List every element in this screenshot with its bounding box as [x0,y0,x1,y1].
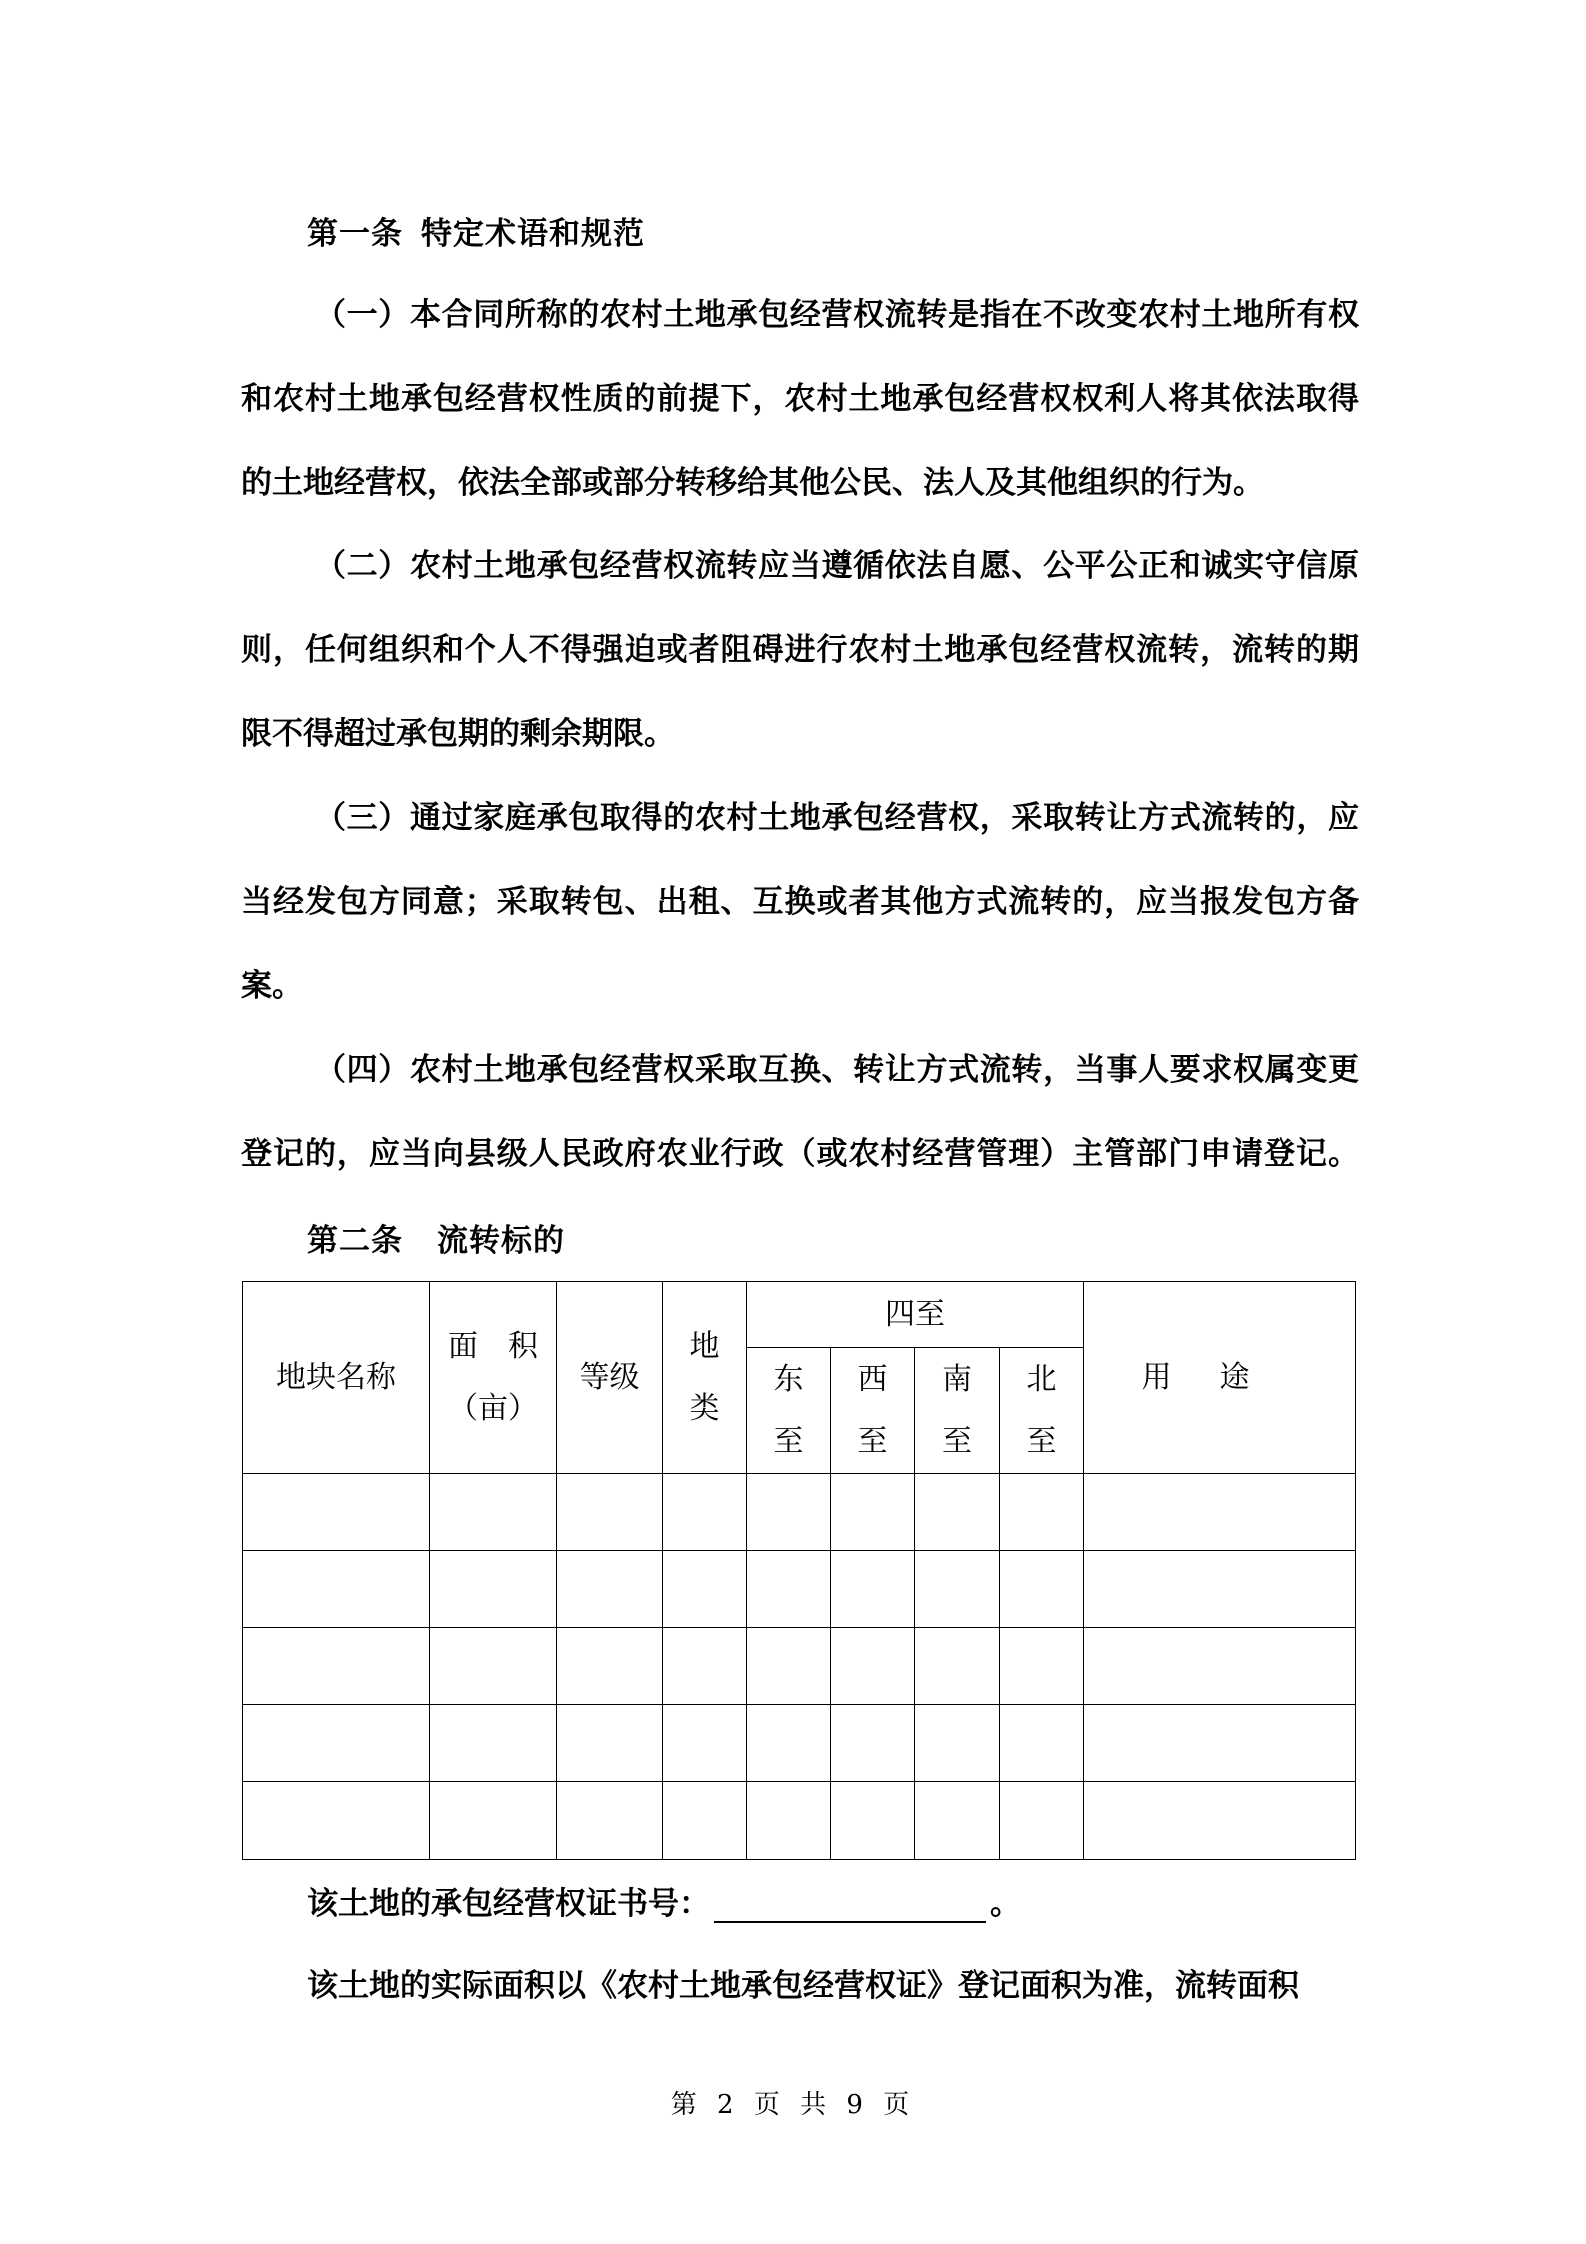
certificate-number-line [307,1878,1021,1923]
table-cell[interactable] [915,1782,1000,1860]
header-area-line1: 面 积 [448,1328,538,1364]
section1-heading [307,208,645,253]
table-header-row [243,1282,1356,1348]
clause-4-line: （四）农村土地承包经营权采取互换、转让方式流转，当事人要求权属变更 [315,1052,1359,1088]
table-cell[interactable] [243,1474,430,1551]
area-note: 该土地的实际面积以《农村土地承包经营权证》登记面积为准，流转面积 [307,1968,1299,2004]
header-west: 西至 [831,1348,915,1474]
table-row [243,1551,1356,1628]
clause-2-line: 则，任何组织和个人不得强迫或者阻碍进行农村土地承包经营权流转，流转的期 [241,632,1359,668]
table-cell[interactable] [1000,1551,1084,1628]
table-cell[interactable] [915,1705,1000,1782]
table-cell[interactable] [243,1551,430,1628]
table-cell[interactable] [430,1705,557,1782]
table-cell[interactable] [430,1628,557,1705]
clause-1-line: 和农村土地承包经营权性质的前提下，农村土地承包经营权权利人将其依法取得 [241,381,1359,417]
section1-title: 特定术语和规范 [421,216,645,252]
certificate-number-end: 。 [990,1886,1021,1922]
table-cell[interactable] [1084,1628,1356,1705]
table-row [243,1782,1356,1860]
table-cell[interactable] [557,1474,663,1551]
header-east: 东至 [747,1348,831,1474]
table-cell[interactable] [915,1628,1000,1705]
table-cell[interactable] [1084,1474,1356,1551]
table-cell[interactable] [747,1628,831,1705]
header-usage: 用途 [1084,1282,1356,1474]
table-cell[interactable] [831,1474,915,1551]
table-cell[interactable] [663,1705,747,1782]
table-cell[interactable] [430,1782,557,1860]
certificate-number-blank[interactable] [714,1883,986,1923]
table-cell[interactable] [430,1474,557,1551]
clause-3-line: （三）通过家庭承包取得的农村土地承包经营权，采取转让方式流转的，应 [315,800,1359,836]
table-cell[interactable] [243,1705,430,1782]
table-cell[interactable] [663,1628,747,1705]
clause-3-line: 案。 [241,968,303,1004]
header-area-line2: （亩） [448,1390,538,1426]
table-cell[interactable] [915,1551,1000,1628]
page-footer: 第 2 页 共 9 页 [670,2090,916,2120]
clause-4 [241,1028,1359,1196]
table-cell[interactable] [1084,1551,1356,1628]
land-plot-table [242,1281,1356,1860]
table-cell[interactable] [831,1628,915,1705]
table-cell[interactable] [557,1782,663,1860]
clause-2 [241,524,1359,776]
table-cell[interactable] [747,1551,831,1628]
header-north: 北至 [1000,1348,1084,1474]
header-plot-name: 地块名称 [243,1282,430,1474]
clause-1-line: 的土地经营权，依法全部或部分转移给其他公民、法人及其他组织的行为。 [241,465,1264,501]
table-cell[interactable] [430,1551,557,1628]
table-cell[interactable] [831,1551,915,1628]
section2-number: 第二条 [307,1223,403,1259]
table-cell[interactable] [747,1474,831,1551]
table-row [243,1628,1356,1705]
header-south: 南至 [915,1348,1000,1474]
clause-3 [241,776,1359,1028]
table-row [243,1705,1356,1782]
table-cell[interactable] [663,1474,747,1551]
table-cell[interactable] [243,1782,430,1860]
table-cell[interactable] [831,1705,915,1782]
section1-number: 第一条 [307,216,403,252]
table-cell[interactable] [557,1705,663,1782]
table-cell[interactable] [663,1782,747,1860]
header-boundaries: 四至 [747,1282,1084,1348]
table-cell[interactable] [747,1782,831,1860]
table-cell[interactable] [1084,1782,1356,1860]
table-cell[interactable] [1000,1474,1084,1551]
section2-heading [307,1215,565,1260]
header-area [430,1282,557,1474]
header-land-type: 地类 [663,1282,747,1474]
section2-title: 流转标的 [437,1223,565,1259]
clause-1 [241,273,1359,525]
certificate-number-label: 该土地的承包经营权证书号： [307,1886,710,1922]
table-cell[interactable] [663,1551,747,1628]
table-cell[interactable] [243,1628,430,1705]
clause-3-line: 当经发包方同意；采取转包、出租、互换或者其他方式流转的，应当报发包方备 [241,884,1359,920]
clause-4-line: 登记的，应当向县级人民政府农业行政（或农村经营管理）主管部门申请登记。 [241,1136,1359,1172]
table-cell[interactable] [1000,1628,1084,1705]
table-cell[interactable] [1000,1782,1084,1860]
table-cell[interactable] [557,1628,663,1705]
header-grade: 等级 [557,1282,663,1474]
clause-2-line: （二）农村土地承包经营权流转应当遵循依法自愿、公平公正和诚实守信原 [315,548,1359,584]
table-cell[interactable] [1000,1705,1084,1782]
table-cell[interactable] [1084,1705,1356,1782]
table-cell[interactable] [831,1782,915,1860]
table-cell[interactable] [747,1705,831,1782]
clause-1-line: （一）本合同所称的农村土地承包经营权流转是指在不改变农村土地所有权 [315,297,1359,333]
table-cell[interactable] [915,1474,1000,1551]
table-cell[interactable] [557,1551,663,1628]
table-row [243,1474,1356,1551]
clause-2-line: 限不得超过承包期的剩余期限。 [241,716,675,752]
